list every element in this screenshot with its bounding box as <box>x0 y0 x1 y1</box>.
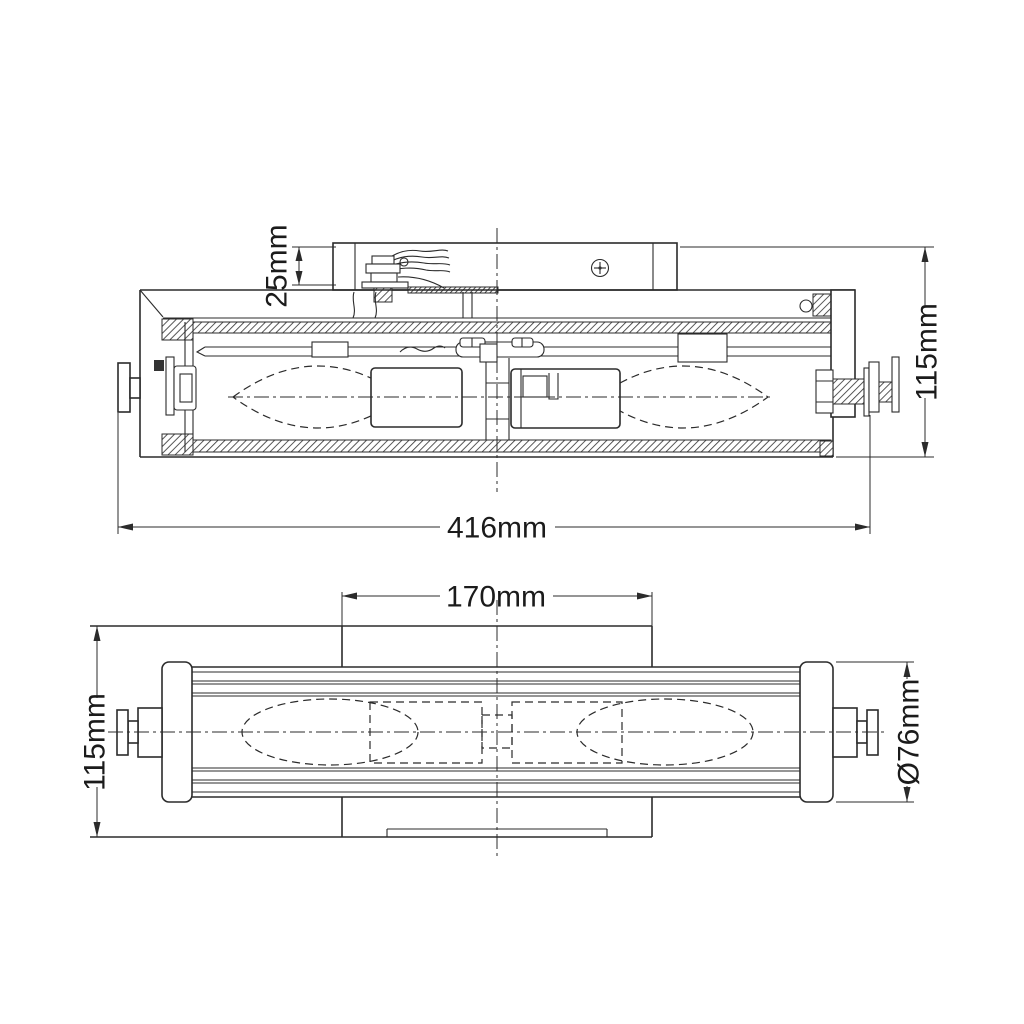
dim-label-side-height: 115mm <box>910 303 944 401</box>
dimension-115mm-front <box>79 626 112 837</box>
glass-wall-top <box>193 322 831 333</box>
dim-label-tube-diameter: Ø76mm <box>892 678 926 786</box>
tube-clip-right <box>678 334 727 362</box>
left-finial <box>118 363 140 412</box>
chamfer-edge <box>140 290 163 317</box>
end-cap-groove-top <box>162 319 193 340</box>
dim-label-plate-width: 170mm <box>445 580 547 614</box>
dim-label-overall-width: 416mm <box>446 511 548 545</box>
glass-wall-bottom <box>193 440 831 452</box>
left-bolt-assembly <box>154 357 196 415</box>
dimension-25mm <box>261 224 337 307</box>
front-view <box>79 581 926 859</box>
side-section-view <box>118 224 944 544</box>
dim-label-plate-height: 115mm <box>78 693 112 791</box>
tube-clip-left <box>312 342 348 357</box>
right-retainer-block <box>813 294 832 316</box>
dimension-416mm <box>118 413 870 545</box>
right-bolt-assembly <box>816 357 899 416</box>
neck-break-lines <box>353 292 472 318</box>
retainer-spring <box>800 300 812 312</box>
bottom-right-seal <box>820 441 833 456</box>
end-cap-groove-bottom <box>162 434 193 455</box>
mounting-screw-icon <box>592 260 609 277</box>
dim-label-canopy-depth: 25mm <box>260 224 294 308</box>
